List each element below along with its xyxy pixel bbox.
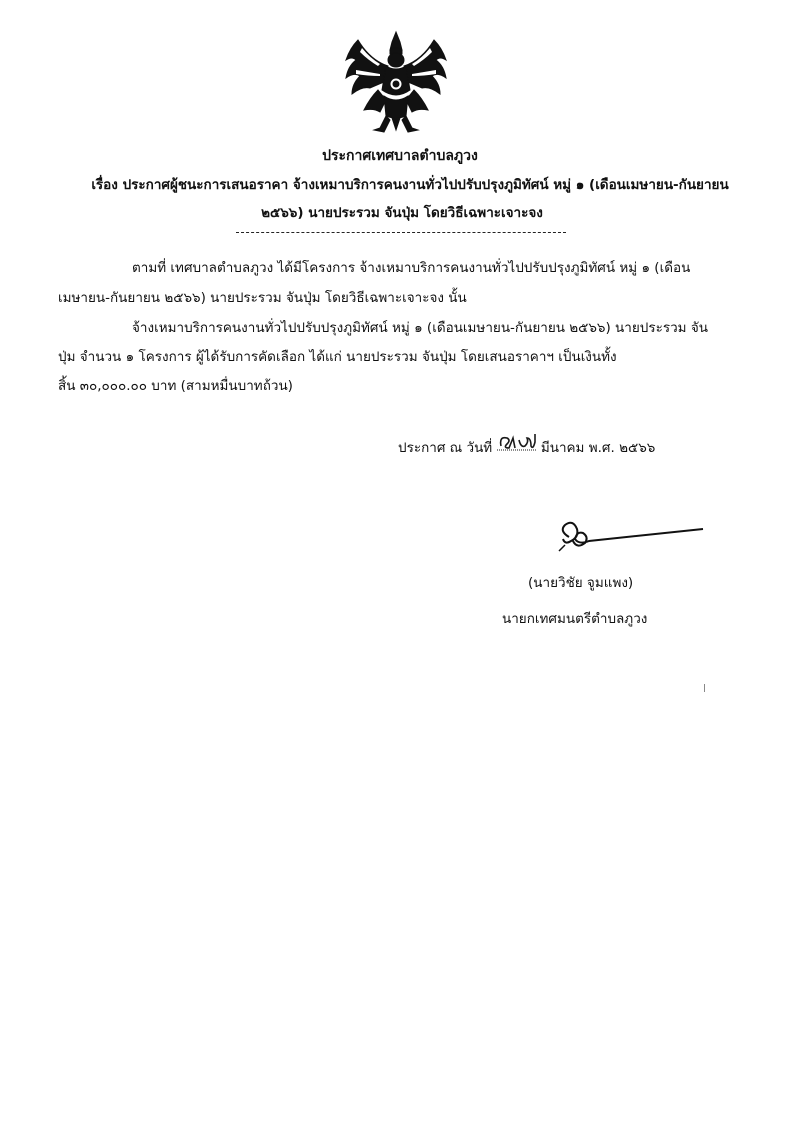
announcement-date (398, 438, 655, 458)
organization-heading: ประกาศเทศบาลตำบลภูวง (322, 148, 478, 164)
paragraph-2-line-2: ปุ่ม จำนวน ๑ โครงการ ผู้ได้รับการคัดเลือก ได้แก่ นายประรวม จันปุ่ม โดยเสนอราคาฯ เป็นเงินทั้ง (58, 349, 617, 365)
paragraph-1-line-2: เมษายน-กันยายน ๒๕๖๖) นายประรวม จันปุ่ม โดยวิธีเฉพาะเจาะจง นั้น (58, 290, 467, 306)
subject-line-1: เรื่อง ประกาศผู้ชนะการเสนอราคา จ้างเหมาบริการคนงานทั่วไปปรับปรุงภูมิทัศน์ หมู่ ๑ (เดือนเมษายน-กันยายน (91, 177, 729, 193)
announcement-date-prefix: ประกาศ ณ วันที่ (398, 440, 493, 456)
paragraph-1-line-1: ตามที่ เทศบาลตำบลภูวง ได้มีโครงการ จ้างเหมาบริการคนงานทั่วไปปรับปรุงภูมิทัศน์ หมู่ ๑ (เดือน (132, 260, 691, 276)
signatory-name: (นายวิชัย จูมแพง) (528, 575, 634, 591)
handwritten-day (497, 432, 537, 452)
garuda-emblem-icon (340, 30, 452, 134)
scan-speck (704, 684, 705, 692)
section-divider (236, 232, 566, 233)
paragraph-2-line-1: จ้างเหมาบริการคนงานทั่วไปปรับปรุงภูมิทัศน์ หมู่ ๑ (เดือนเมษายน-กันยายน ๒๕๖๖) นายประรวม จัน (132, 320, 709, 336)
paragraph-2-line-3: สิ้น ๓๐,๐๐๐.๐๐ บาท (สามหมื่นบาทถ้วน) (58, 378, 293, 394)
signatory-title: นายกเทศมนตรีตำบลภูวง (502, 611, 648, 627)
signature (555, 515, 705, 555)
announcement-date-suffix: มีนาคม พ.ศ. ๒๕๖๖ (540, 440, 656, 456)
subject-line-2: ๒๕๖๖) นายประรวม จันปุ่ม โดยวิธีเฉพาะเจาะจง (261, 205, 543, 221)
